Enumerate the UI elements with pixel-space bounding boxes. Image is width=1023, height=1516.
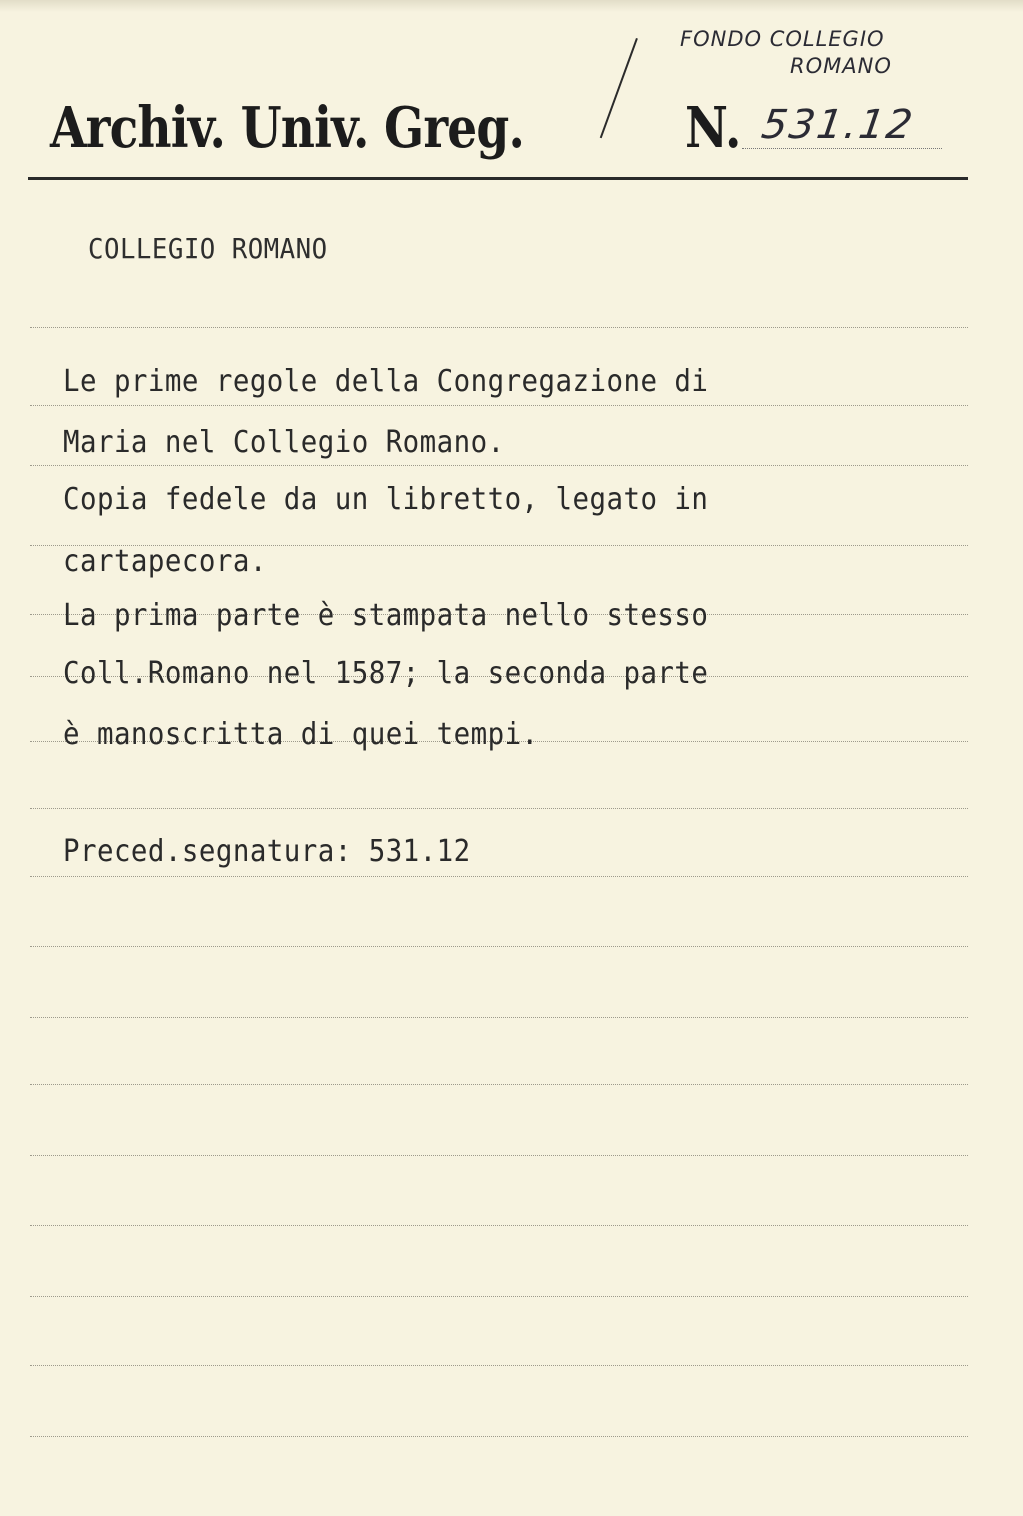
description-line: Maria nel Collegio Romano. <box>63 425 505 460</box>
ruled-line <box>30 808 968 809</box>
ruled-line <box>30 1436 968 1437</box>
archive-title: Archiv. Univ. Greg. <box>50 95 524 161</box>
header-rule <box>28 177 968 180</box>
ruled-line <box>30 405 968 406</box>
handwritten-slash <box>600 38 638 138</box>
number-label: N. <box>685 95 742 161</box>
ruled-line <box>30 465 968 466</box>
ruled-line <box>30 1155 968 1156</box>
description-line: cartapecora. <box>63 544 267 579</box>
ruled-line <box>30 1365 968 1366</box>
description-line: è manoscritta di quei tempi. <box>63 717 539 752</box>
handwritten-shelf-number: 531.12 <box>758 102 918 148</box>
handwritten-fondo-note: FONDO COLLEGIO <box>680 27 885 51</box>
subject-heading: COLLEGIO ROMANO <box>88 232 328 265</box>
ruled-line <box>30 327 968 328</box>
description-line: Coll.Romano nel 1587; la seconda parte <box>63 656 709 691</box>
ruled-line <box>30 1225 968 1226</box>
previous-signature: Preced.segnatura: 531.12 <box>63 834 471 869</box>
description-line: La prima parte è stampata nello stesso <box>63 598 709 633</box>
ruled-line <box>30 1017 968 1018</box>
card-top-edge <box>0 0 1023 12</box>
ruled-line <box>30 946 968 947</box>
number-field-line <box>742 148 942 149</box>
description-line: Copia fedele da un libretto, legato in <box>63 482 709 517</box>
ruled-line <box>30 1296 968 1297</box>
handwritten-fondo-note-line2: ROMANO <box>790 54 892 78</box>
ruled-line <box>30 876 968 877</box>
description-line: Le prime regole della Congregazione di <box>63 364 709 399</box>
ruled-line <box>30 1084 968 1085</box>
